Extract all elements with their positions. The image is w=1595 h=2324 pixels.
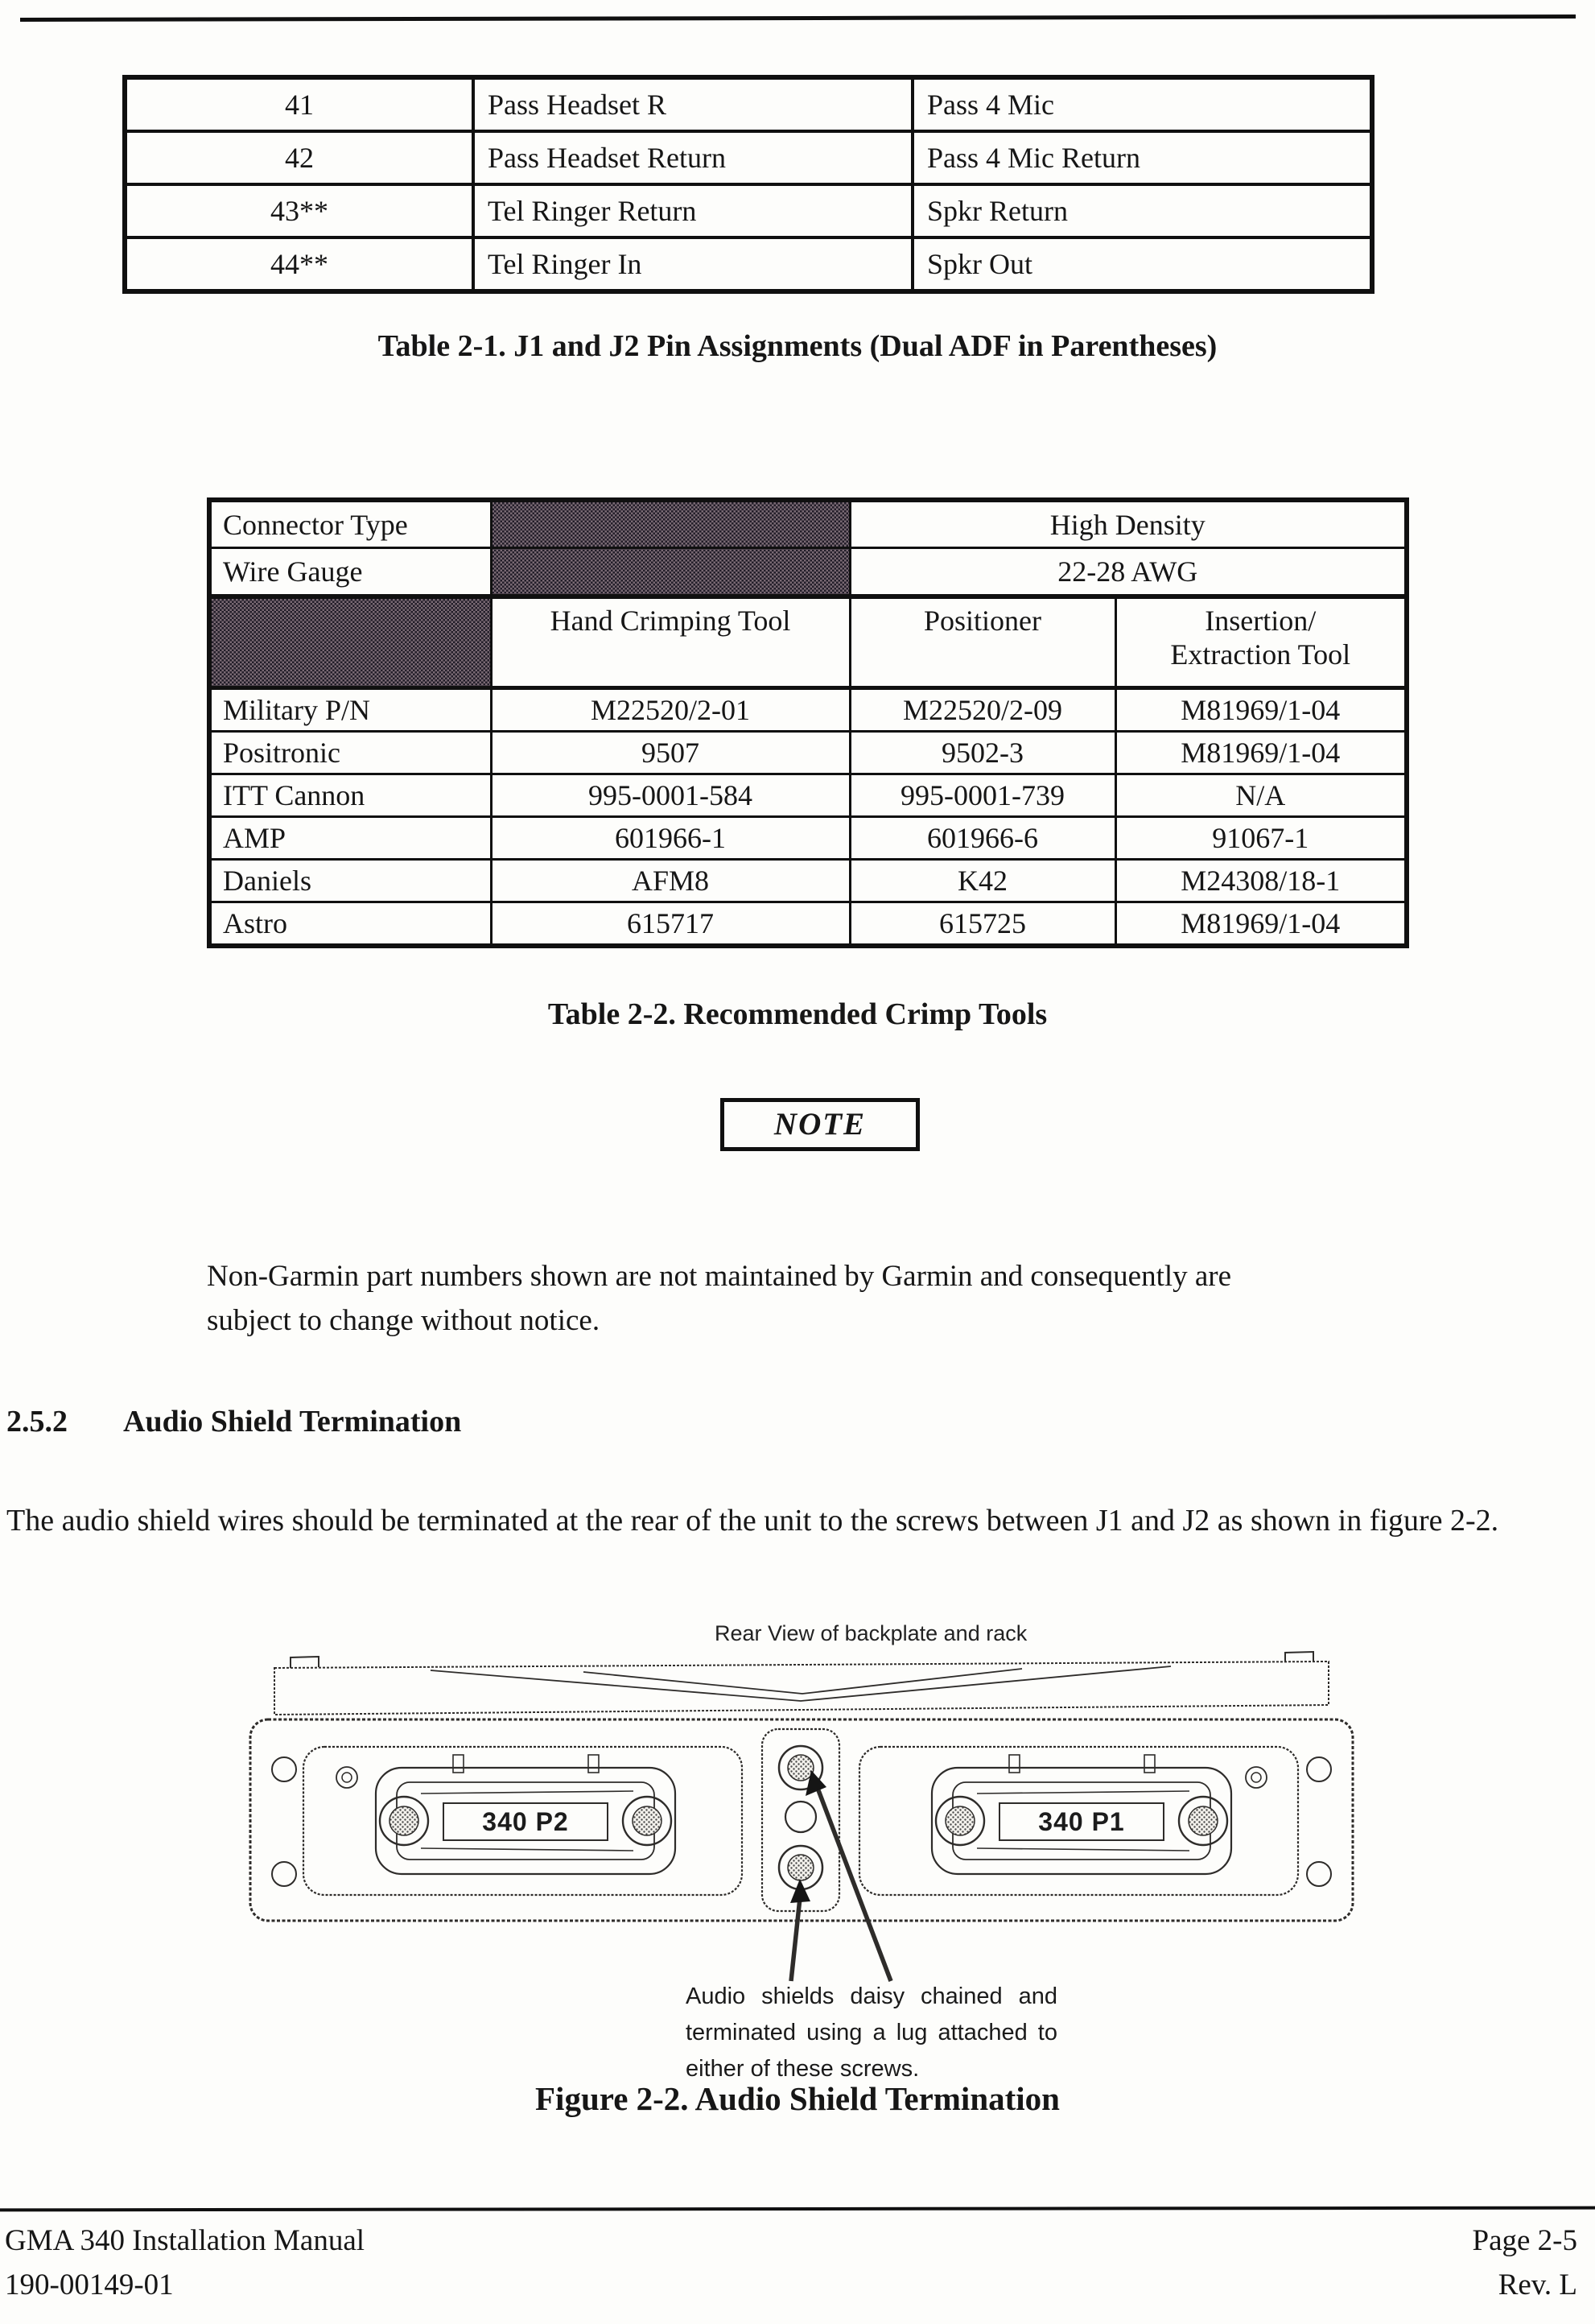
insertion-line1: Insertion/ (1205, 605, 1317, 637)
pin-assignments-table (122, 75, 1375, 294)
shaded-cell (491, 548, 850, 597)
wire-gauge-header: Wire Gauge (209, 548, 491, 597)
table-row (209, 817, 1407, 860)
panel-hole (342, 1773, 352, 1782)
top-shield-screw-head (788, 1755, 814, 1781)
j1-cell: Pass Headset R (473, 77, 913, 131)
note-text: Non-Garmin part numbers shown are not maintained by Garmin and consequently are subject to change without notice. (207, 1260, 1232, 1337)
bottom-shield-screw-head (788, 1855, 814, 1880)
figure-2-2-caption: Figure 2-2. Audio Shield Termination (535, 2080, 1060, 2117)
jackscrew-head (389, 1806, 418, 1835)
mounting-hole (272, 1862, 296, 1886)
center-hole (785, 1802, 816, 1832)
j1-cell: Tel Ringer In (473, 237, 913, 291)
vendor-cell: Astro (209, 902, 491, 947)
panel-hole (336, 1767, 357, 1788)
insertion-extraction-header (1115, 596, 1407, 688)
connector-left-label: 340 P2 (482, 1807, 569, 1836)
insertion-cell: 91067-1 (1115, 817, 1407, 860)
insertion-cell: M81969/1-04 (1115, 688, 1407, 732)
footer-right (1473, 2219, 1578, 2307)
vendor-cell: AMP (209, 817, 491, 860)
j1-cell: Pass Headset Return (473, 131, 913, 184)
table-row (209, 774, 1407, 817)
tool-cell: 615717 (491, 902, 850, 947)
section-heading (6, 1404, 461, 1439)
footer-left (5, 2219, 365, 2307)
table-2-1-caption: Table 2-1. J1 and J2 Pin Assignments (Dual ADF in Parentheses) (377, 329, 1218, 363)
positioner-cell: 601966-6 (850, 817, 1115, 860)
figure-annotation: Audio shields daisy chained and terminated using a lug attached to either of these screws. (686, 1983, 1057, 2082)
connector-type-header: Connector Type (209, 500, 491, 548)
positioner-header: Positioner (850, 596, 1115, 688)
jackscrew-head (946, 1806, 975, 1835)
table-row (125, 131, 1372, 184)
connector-detail-line (977, 1791, 1189, 1794)
shaded-cell (491, 500, 850, 548)
page-number: Page 2-5 (1472, 2224, 1577, 2257)
j2-cell: Spkr Out (913, 237, 1372, 291)
tool-cell: 9507 (491, 732, 850, 774)
connector-detail-line (421, 1791, 633, 1794)
backplate-line-art (250, 1652, 1353, 1981)
tool-cell: 995-0001-584 (491, 774, 850, 817)
table-row (209, 732, 1407, 774)
shaded-cell (209, 596, 491, 688)
rack-tab-right (1285, 1652, 1313, 1662)
awg-header: 22-28 AWG (850, 548, 1407, 597)
table-row (125, 77, 1372, 131)
body-paragraph: The audio shield wires should be terminated at the rear of the unit to the screws between J1 and J2 as shown in figure 2-2. (6, 1504, 1499, 1538)
rack-v-line (431, 1666, 1171, 1701)
connector-right-label: 340 P1 (1038, 1807, 1125, 1836)
j2-cell: Spkr Return (913, 184, 1372, 237)
section-number: 2.5.2 (6, 1405, 68, 1439)
clamp-screw (588, 1755, 599, 1773)
mounting-hole (272, 1757, 296, 1781)
note-label: NOTE (773, 1107, 867, 1141)
header-row (209, 596, 1407, 688)
positioner-cell: K42 (850, 860, 1115, 902)
manual-title: GMA 340 Installation Manual (5, 2224, 365, 2257)
panel-hole (1251, 1773, 1261, 1782)
j2-cell: Pass 4 Mic Return (913, 131, 1372, 184)
revision: Rev. L (1498, 2268, 1577, 2301)
insertion-cell: M24308/18-1 (1115, 860, 1407, 902)
table-row (209, 902, 1407, 947)
rack-v-line (583, 1669, 1022, 1694)
connector-detail-line (977, 1848, 1189, 1851)
positioner-cell: 9502-3 (850, 732, 1115, 774)
mounting-hole (1307, 1757, 1331, 1781)
clamp-screw (1144, 1755, 1155, 1773)
j2-cell: Pass 4 Mic (913, 77, 1372, 131)
pin-cell: 44** (125, 237, 473, 291)
panel-hole (1246, 1767, 1267, 1788)
figure-2-2-drawing (237, 1647, 1364, 1985)
high-density-header: High Density (850, 500, 1407, 548)
jackscrew-head (1189, 1806, 1218, 1835)
pin-cell: 42 (125, 131, 473, 184)
positioner-cell: 615725 (850, 902, 1115, 947)
vendor-cell: Military P/N (209, 688, 491, 732)
pin-cell: 43** (125, 184, 473, 237)
positioner-cell: M22520/2-09 (850, 688, 1115, 732)
pin-cell: 41 (125, 77, 473, 131)
positioner-cell: 995-0001-739 (850, 774, 1115, 817)
table-2-2-caption: Table 2-2. Recommended Crimp Tools (547, 997, 1048, 1031)
section-title: Audio Shield Termination (123, 1405, 462, 1439)
clamp-screw (1009, 1755, 1020, 1773)
vendor-cell: Positronic (209, 732, 491, 774)
figure-top-label: Rear View of backplate and rack (715, 1621, 1028, 1645)
table-row (209, 688, 1407, 732)
footer-rule (0, 2206, 1595, 2212)
arrow-to-top-screw (818, 1790, 891, 1981)
top-rule (20, 14, 1576, 22)
table-row (125, 184, 1372, 237)
table-row (209, 860, 1407, 902)
note-box (720, 1098, 920, 1151)
vendor-cell: Daniels (209, 860, 491, 902)
crimp-tools-table (207, 497, 1409, 948)
tool-cell: M22520/2-01 (491, 688, 850, 732)
connector-detail-line (421, 1848, 633, 1851)
tool-cell: 601966-1 (491, 817, 850, 860)
insertion-cell: N/A (1115, 774, 1407, 817)
header-row (209, 500, 1407, 548)
table-row (125, 237, 1372, 291)
arrowhead (790, 1879, 810, 1903)
rack-tab-left (291, 1657, 319, 1668)
insertion-line2: Extraction Tool (1170, 638, 1351, 671)
clamp-screw (453, 1755, 464, 1773)
mounting-hole (1307, 1862, 1331, 1886)
vendor-cell: ITT Cannon (209, 774, 491, 817)
tool-cell: AFM8 (491, 860, 850, 902)
insertion-cell: M81969/1-04 (1115, 902, 1407, 947)
header-row (209, 548, 1407, 597)
insertion-cell: M81969/1-04 (1115, 732, 1407, 774)
jackscrew-head (633, 1806, 661, 1835)
hand-crimping-tool-header: Hand Crimping Tool (491, 596, 850, 688)
part-number: 190-00149-01 (5, 2268, 174, 2301)
rack-top-outline (274, 1661, 1329, 1715)
j1-cell: Tel Ringer Return (473, 184, 913, 237)
